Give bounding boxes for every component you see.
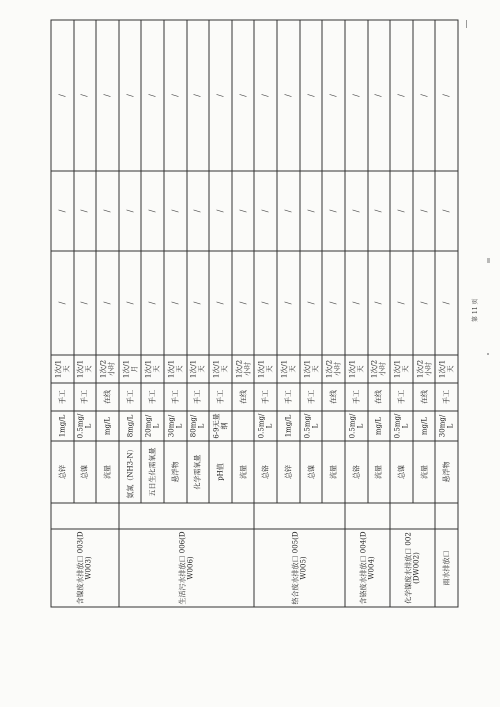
cell-outlet: 生活污水排放口 006(DW006) — [118, 529, 254, 607]
cell-item: 总锌 — [277, 441, 300, 503]
cell-item: 流量 — [322, 441, 345, 503]
cell-method: 手工 — [390, 383, 413, 411]
cell-c6: / — [367, 251, 390, 355]
cell-c7: / — [164, 171, 187, 251]
cell-c8: / — [73, 20, 96, 171]
cell-outlet: 络合废水排放口 005(DW005) — [254, 529, 344, 607]
cell-c7: / — [344, 171, 367, 251]
cell-freq: 1次/2小时 — [322, 355, 345, 383]
cell-freq: 1次/1天 — [186, 355, 209, 383]
table-row — [390, 20, 413, 607]
cell-c7: / — [390, 171, 413, 251]
cell-method: 在线 — [231, 383, 254, 411]
cell-freq: 1次/1天 — [209, 355, 232, 383]
cell-outlet: 含铬废水排放口 004(DW004) — [344, 529, 389, 607]
cell-blank — [118, 503, 254, 529]
cell-freq: 1次/1天 — [277, 355, 300, 383]
cell-limit: mg/L — [367, 411, 390, 441]
cell-item: pH值 — [209, 441, 232, 503]
cell-item: 五日生化需氧量 — [141, 441, 164, 503]
cell-limit — [231, 411, 254, 441]
cell-limit: 30mg/L — [435, 411, 458, 441]
cell-c7: / — [118, 171, 141, 251]
cell-c6: / — [435, 251, 458, 355]
cell-freq: 1次/1天 — [435, 355, 458, 383]
cell-c7: / — [322, 171, 345, 251]
cell-c8: / — [164, 20, 187, 171]
cell-c8: / — [96, 20, 119, 171]
cell-method: 手工 — [435, 383, 458, 411]
cell-item: 悬浮物 — [435, 441, 458, 503]
cell-c8: / — [231, 20, 254, 171]
cell-item: 总镍 — [390, 441, 413, 503]
cell-method: 手工 — [277, 383, 300, 411]
cell-outlet: 含镍废水排放口 003(DW003) — [51, 529, 119, 607]
cell-c8: / — [435, 20, 458, 171]
cell-freq: 1次/1天 — [299, 355, 322, 383]
cell-c8: / — [141, 20, 164, 171]
cell-c7: / — [412, 171, 435, 251]
cell-item: 总铬 — [254, 441, 277, 503]
cell-c6: / — [390, 251, 413, 355]
cell-limit: 30mg/L — [164, 411, 187, 441]
cell-c8: / — [322, 20, 345, 171]
cell-freq: 1次/1天 — [51, 355, 74, 383]
cell-c8: / — [254, 20, 277, 171]
cell-freq: 1次/2小时 — [231, 355, 254, 383]
cell-c6: / — [141, 251, 164, 355]
cell-method: 在线 — [412, 383, 435, 411]
cell-method: 手工 — [254, 383, 277, 411]
cell-c7: / — [277, 171, 300, 251]
cell-c6: / — [254, 251, 277, 355]
cell-c6: / — [344, 251, 367, 355]
scan-speck — [466, 20, 467, 28]
table-row — [118, 20, 141, 607]
cell-limit: mg/L — [96, 411, 119, 441]
cell-limit: 6-9无量纲 — [209, 411, 232, 441]
scan-mark — [487, 258, 490, 263]
cell-method: 在线 — [367, 383, 390, 411]
cell-method: 手工 — [299, 383, 322, 411]
cell-c7: / — [73, 171, 96, 251]
cell-method: 手工 — [344, 383, 367, 411]
table-row — [254, 20, 277, 607]
table-row — [51, 20, 74, 607]
cell-c6: / — [73, 251, 96, 355]
cell-c7: / — [254, 171, 277, 251]
cell-blank — [390, 503, 435, 529]
cell-c6: / — [164, 251, 187, 355]
cell-limit — [322, 411, 345, 441]
cell-method: 在线 — [96, 383, 119, 411]
cell-limit: 0.5mg/L — [344, 411, 367, 441]
cell-limit: 1mg/L — [277, 411, 300, 441]
cell-c7: / — [367, 171, 390, 251]
cell-limit: 0.5mg/L — [390, 411, 413, 441]
cell-item: 化学需氧量 — [186, 441, 209, 503]
cell-freq: 1次/1天 — [141, 355, 164, 383]
cell-c7: / — [186, 171, 209, 251]
cell-limit: 80mg/L — [186, 411, 209, 441]
cell-method: 手工 — [164, 383, 187, 411]
cell-freq: 1次/2小时 — [412, 355, 435, 383]
cell-c7: / — [96, 171, 119, 251]
cell-c8: / — [186, 20, 209, 171]
cell-item: 悬浮物 — [164, 441, 187, 503]
table-row — [435, 20, 458, 607]
cell-c8: / — [390, 20, 413, 171]
cell-c6: / — [277, 251, 300, 355]
cell-freq: 1次/2小时 — [96, 355, 119, 383]
cell-blank — [254, 503, 344, 529]
cell-item: 流量 — [96, 441, 119, 503]
cell-c7: / — [231, 171, 254, 251]
table-body — [51, 20, 458, 607]
cell-method: 手工 — [209, 383, 232, 411]
cell-item: 总铬 — [344, 441, 367, 503]
rotated-table-wrapper — [50, 20, 458, 607]
cell-c6: / — [412, 251, 435, 355]
cell-c8: / — [118, 20, 141, 171]
cell-c8: / — [277, 20, 300, 171]
cell-limit: 0.5mg/L — [299, 411, 322, 441]
cell-method: 手工 — [141, 383, 164, 411]
cell-c7: / — [299, 171, 322, 251]
cell-method: 手工 — [73, 383, 96, 411]
cell-blank — [435, 503, 458, 529]
cell-freq: 1次/1天 — [73, 355, 96, 383]
cell-c6: / — [209, 251, 232, 355]
cell-limit: 8mg/L — [118, 411, 141, 441]
cell-method: 手工 — [186, 383, 209, 411]
cell-limit: mg/L — [412, 411, 435, 441]
cell-c8: / — [412, 20, 435, 171]
cell-c6: / — [186, 251, 209, 355]
cell-item: 流量 — [412, 441, 435, 503]
cell-c8: / — [344, 20, 367, 171]
cell-blank — [51, 503, 119, 529]
cell-c6: / — [322, 251, 345, 355]
cell-item: 流量 — [367, 441, 390, 503]
cell-c8: / — [209, 20, 232, 171]
cell-item: 总镍 — [73, 441, 96, 503]
cell-limit: 1mg/L — [51, 411, 74, 441]
cell-c7: / — [209, 171, 232, 251]
cell-c6: / — [299, 251, 322, 355]
cell-c8: / — [51, 20, 74, 171]
cell-freq: 1次/1天 — [254, 355, 277, 383]
scan-mark — [487, 353, 489, 355]
cell-c7: / — [51, 171, 74, 251]
cell-item: 氨氮（NH3-N） — [118, 441, 141, 503]
monitoring-table — [50, 19, 458, 607]
cell-freq: 1次/1月 — [118, 355, 141, 383]
cell-limit: 0.5mg/L — [254, 411, 277, 441]
cell-freq: 1次/1天 — [344, 355, 367, 383]
cell-c6: / — [231, 251, 254, 355]
cell-limit: 0.5mg/L — [73, 411, 96, 441]
cell-item: 总锌 — [51, 441, 74, 503]
cell-item: 流量 — [231, 441, 254, 503]
cell-limit: 20mg/L — [141, 411, 164, 441]
cell-c7: / — [141, 171, 164, 251]
cell-method: 在线 — [322, 383, 345, 411]
cell-c8: / — [367, 20, 390, 171]
cell-c6: / — [96, 251, 119, 355]
cell-freq: 1次/2小时 — [367, 355, 390, 383]
cell-blank — [344, 503, 389, 529]
cell-item: 总镍 — [299, 441, 322, 503]
table-row — [344, 20, 367, 607]
cell-method: 手工 — [118, 383, 141, 411]
cell-outlet: 雨水排放口 — [435, 529, 458, 607]
cell-freq: 1次/1天 — [164, 355, 187, 383]
cell-c8: / — [299, 20, 322, 171]
page-footer: 第 11 页 — [472, 298, 479, 322]
cell-c6: / — [118, 251, 141, 355]
cell-method: 手工 — [51, 383, 74, 411]
cell-c7: / — [435, 171, 458, 251]
cell-freq: 1次/1天 — [390, 355, 413, 383]
cell-c6: / — [51, 251, 74, 355]
cell-outlet: 化学镍废水排放口 002(DW002) — [390, 529, 435, 607]
